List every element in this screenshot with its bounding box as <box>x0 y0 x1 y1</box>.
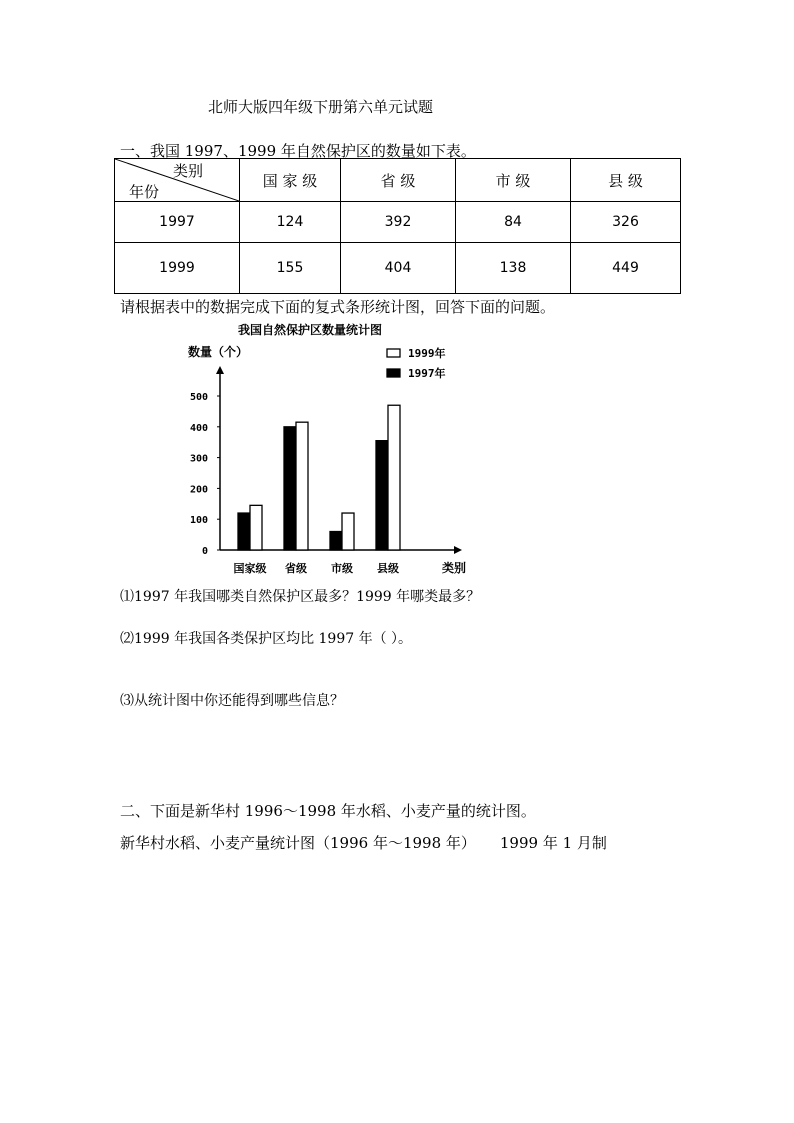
y-tick-label: 500 <box>189 392 208 403</box>
y-ticks <box>190 392 220 557</box>
y-tick-label: 100 <box>189 515 208 527</box>
bar-white <box>342 513 354 550</box>
table-corner-cell <box>115 159 240 202</box>
bar-white <box>388 405 400 550</box>
column-header: 省 级 <box>341 159 456 202</box>
y-axis-label: 数量（个） <box>188 345 249 359</box>
y-tick-label: 200 <box>189 484 208 496</box>
column-header: 县 级 <box>571 159 681 202</box>
bar-white <box>250 505 262 550</box>
table-cell: 124 <box>240 202 341 243</box>
table-header-row <box>115 159 681 202</box>
y-tick-label: 400 <box>189 422 208 434</box>
reserve-data-table <box>114 158 681 294</box>
table-cell: 449 <box>571 243 681 294</box>
corner-type-label: 类别 <box>173 162 204 180</box>
chart-legend <box>387 346 446 380</box>
chart-instruction: 请根据表中的数据完成下面的复式条形统计图，回答下面的问题。 <box>120 298 556 316</box>
table-cell: 326 <box>571 202 681 243</box>
x-axis-arrow <box>454 546 462 554</box>
question-2-heading: 二、下面是新华村 1996～1998 年水稻、小麦产量的统计图。 <box>120 802 536 820</box>
bar-black <box>330 532 342 550</box>
table-cell-year: 1997 <box>115 202 240 243</box>
y-tick-label: 300 <box>189 453 208 465</box>
bar-black <box>376 441 388 550</box>
bar-black <box>238 513 250 550</box>
legend-swatch <box>387 349 400 357</box>
y-axis-arrow <box>216 366 224 374</box>
table-cell-year: 1999 <box>115 243 240 294</box>
chart-caption: 新华村水稻、小麦产量统计图（1996 年～1998 年） <box>120 834 476 852</box>
table-cell: 138 <box>456 243 571 294</box>
chart-title: 我国自然保护区数量统计图 <box>238 323 383 337</box>
page-title: 北师大版四年级下册第六单元试题 <box>208 98 434 116</box>
y-tick-label: 0 <box>201 546 208 557</box>
x-category-label: 市级 <box>331 562 353 575</box>
x-axis-label: 类别 <box>442 561 467 575</box>
x-category-label: 省级 <box>285 562 307 575</box>
made-date: 1999 年 1 月制 <box>499 834 607 852</box>
table-cell: 155 <box>240 243 341 294</box>
table-cell: 392 <box>341 202 456 243</box>
column-header: 国 家 级 <box>240 159 341 202</box>
column-header: 市 级 <box>456 159 571 202</box>
legend-label: 1997年 <box>408 367 446 380</box>
bar-black <box>284 427 296 550</box>
question-1-part-3: ⑶从统计图中你还能得到哪些信息？ <box>120 693 344 709</box>
question-1-part-2: ⑵1999 年我国各类保护区均比 1997 年（ ）。 <box>120 631 413 647</box>
chart-bars <box>238 405 400 550</box>
x-category-labels <box>234 561 400 575</box>
legend-label: 1999年 <box>408 347 446 360</box>
table-cell: 84 <box>456 202 571 243</box>
question-2-caption-line <box>120 832 607 853</box>
corner-year-label: 年份 <box>129 183 160 201</box>
table-row <box>115 243 681 294</box>
reserve-bar-chart <box>180 318 480 580</box>
legend-swatch <box>387 369 400 377</box>
table-row <box>115 202 681 243</box>
table-cell: 404 <box>341 243 456 294</box>
question-1-heading: 一、我国 1997、1999 年自然保护区的数量如下表。 <box>120 142 476 160</box>
x-category-label: 县级 <box>377 562 399 575</box>
question-1-part-1: ⑴1997 年我国哪类自然保护区最多？1999 年哪类最多？ <box>120 589 481 605</box>
bar-white <box>296 422 308 550</box>
x-category-label: 国家级 <box>233 562 267 575</box>
